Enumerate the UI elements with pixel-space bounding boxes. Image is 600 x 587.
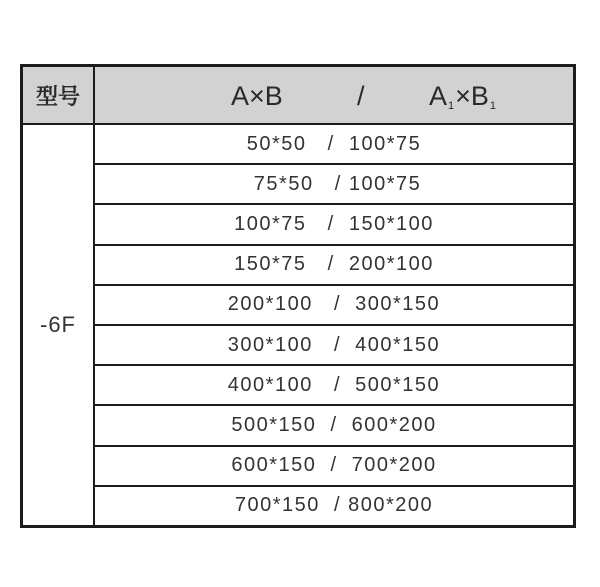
header-a1-subscript: 1 <box>448 100 455 112</box>
table-row: 400*100 / 500*150 <box>95 366 573 406</box>
model-header: 型号 <box>23 67 93 125</box>
table-row: 150*75 / 200*100 <box>95 246 573 286</box>
table-row: 50*50 / 100*75 <box>95 125 573 165</box>
model-value: -6F <box>40 312 76 337</box>
table-row: 700*150 / 800*200 <box>234 494 434 517</box>
model-column <box>23 67 95 525</box>
header-a1-letter: A <box>429 81 448 111</box>
dimensions-header-ab: A×B <box>231 81 283 111</box>
table-row: 600*150 / 700*200 <box>95 447 573 487</box>
table-row: 500*150 / 600*200 <box>95 406 573 446</box>
header-times-b: ×B <box>455 81 489 111</box>
spec-table <box>20 64 576 528</box>
table-row: 200*100 / 300*150 <box>95 286 573 326</box>
dimensions-header <box>95 67 573 125</box>
table-row: 100*75 / 150*100 <box>95 205 573 245</box>
dimensions-header-slash: / <box>357 81 365 111</box>
dimensions-column <box>95 67 573 525</box>
dimensions-header-a1b1 <box>429 81 497 112</box>
header-b1-subscript: 1 <box>489 100 497 112</box>
table-row: 75*50 / 100*75 <box>95 165 573 205</box>
table-row: 300*100 / 400*150 <box>95 326 573 366</box>
